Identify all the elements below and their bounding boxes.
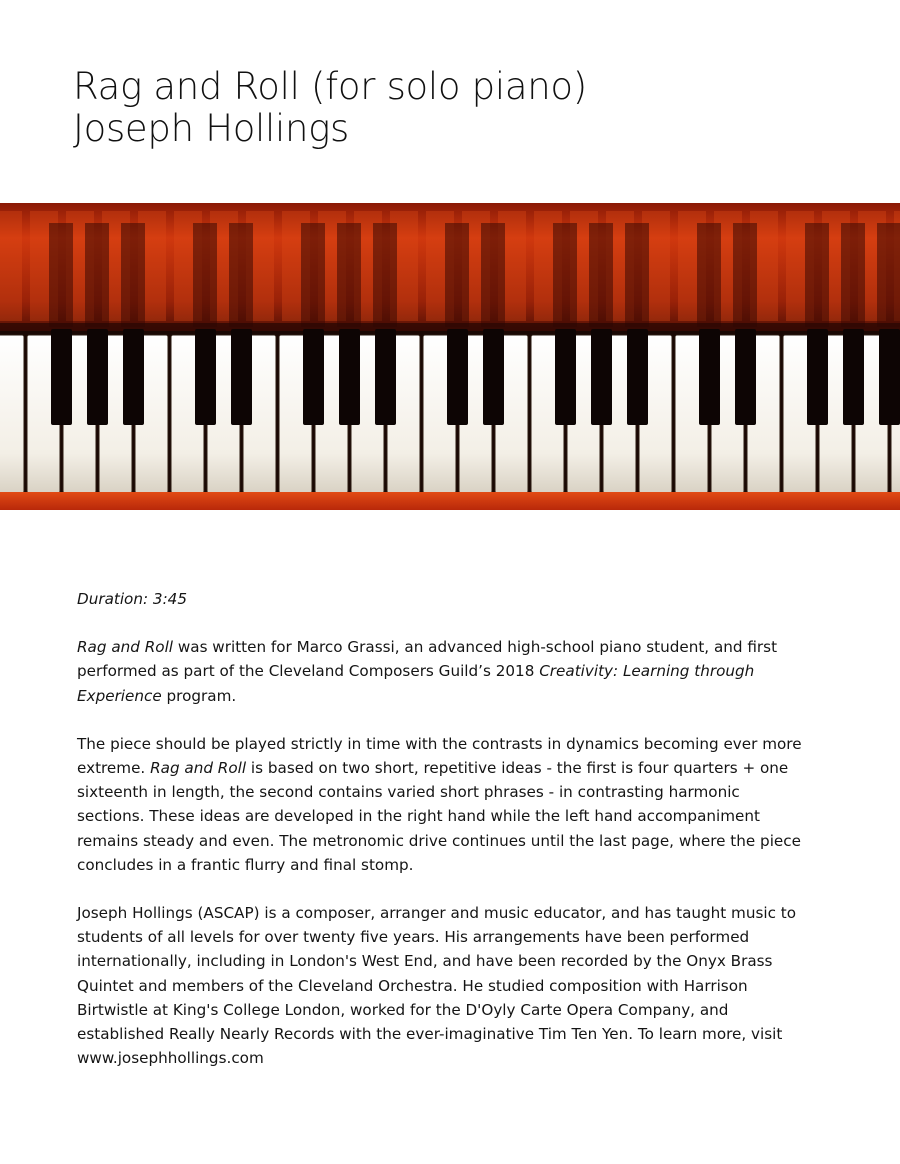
black-key-reflection [445, 223, 469, 327]
black-key [627, 329, 648, 425]
black-key-reflection [337, 223, 361, 327]
paragraph-premiere [77, 635, 812, 708]
black-key-reflection [553, 223, 577, 327]
black-key [123, 329, 144, 425]
black-key [231, 329, 252, 425]
black-key [555, 329, 576, 425]
black-key-reflection [733, 223, 757, 327]
black-key-reflection [301, 223, 325, 327]
black-key-reflection [589, 223, 613, 327]
black-key [195, 329, 216, 425]
black-key [807, 329, 828, 425]
black-key-reflection [841, 223, 865, 327]
paragraph-performance [77, 732, 812, 877]
black-key [447, 329, 468, 425]
composer-name: Joseph Hollings [73, 107, 350, 150]
black-key-reflection [625, 223, 649, 327]
black-key [375, 329, 396, 425]
performance-text-b: is based on two short, repetitive ideas - the first is four quarters + one sixteenth in length, the second contains varied short phrases - in contrasting harmonic sections. These ideas are developed in the right hand while the left hand accompaniment remains steady and even. The metronomic drive continues until the last page, where the piece concludes in a frantic flurry and final stomp. [77, 759, 801, 874]
black-key [87, 329, 108, 425]
piece-title-italic: Rag and Roll [77, 638, 174, 657]
piano-keyboard-image [0, 203, 900, 510]
black-key [699, 329, 720, 425]
black-key-reflection [373, 223, 397, 327]
program-notes [77, 587, 812, 1094]
black-key-reflection [877, 223, 900, 327]
black-key [303, 329, 324, 425]
black-key [51, 329, 72, 425]
black-key [735, 329, 756, 425]
black-key [843, 329, 864, 425]
white-key [0, 335, 24, 493]
black-key-reflection [49, 223, 73, 327]
black-key-reflection [697, 223, 721, 327]
program-name-italic: Creativity: Learning through Experience [77, 662, 755, 705]
black-key-reflection [805, 223, 829, 327]
premiere-text-b: program. [161, 686, 237, 705]
paragraph-bio: Joseph Hollings (ASCAP) is a composer, arranger and music educator, and has taught music to students of all levels for over twenty five years. His arrangements have been performed internationally, including in London's West End, and have been recorded by the Onyx Brass Quintet and members of the Cleveland Orchestra. He studied composition with Harrison Birtwistle at King's College London, worked for the D'Oyly Carte Opera Company, and established Really Nearly Records with the ever-imaginative Tim Ten Yen. To learn more, visit www.josephhollings.com [77, 904, 797, 1068]
black-key [591, 329, 612, 425]
performance-text-a: The piece should be played strictly in time with the contrasts in dynamics becoming ever more extreme. [77, 734, 802, 778]
black-key-reflection [481, 223, 505, 327]
black-key [879, 329, 900, 425]
key-reflections [0, 211, 900, 327]
page-title: Rag and Roll (for solo piano) [73, 65, 587, 108]
black-key [339, 329, 360, 425]
title-block [73, 66, 587, 150]
duration: Duration: 3:45 [77, 590, 188, 608]
key-slip [0, 492, 900, 510]
black-key [483, 329, 504, 425]
key-reflection [0, 211, 22, 321]
black-key-reflection [193, 223, 217, 327]
premiere-text-a: was written for Marco Grassi, an advanced high-school piano student, and first performed as part of the Cleveland Composers Guild’s 2018 [77, 638, 778, 681]
black-key-reflection [85, 223, 109, 327]
black-key-reflection [121, 223, 145, 327]
black-key-reflection [229, 223, 253, 327]
piece-title-italic-2: Rag and Roll [150, 759, 247, 778]
hero-image [0, 203, 900, 510]
